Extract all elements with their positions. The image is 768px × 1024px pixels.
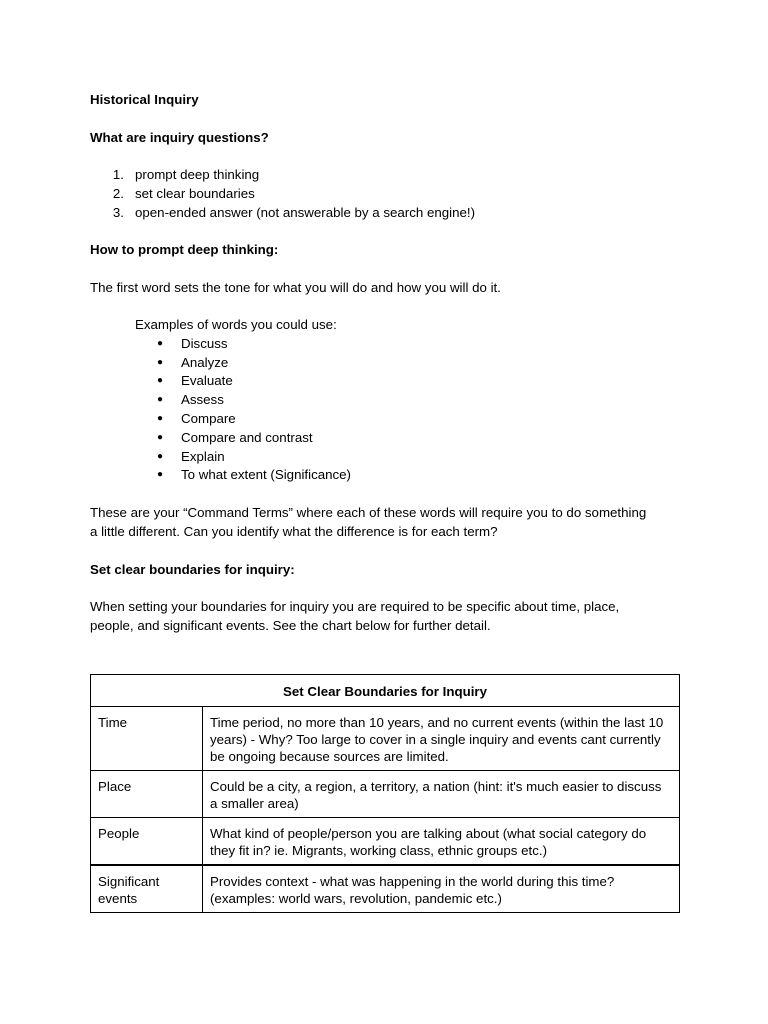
- row-description: Provides context - what was happening in the world during this time? (examples: world wars, revolution, pandemic etc.): [203, 865, 680, 913]
- list-item-text: open-ended answer (not answerable by a search engine!): [135, 205, 476, 220]
- list-item-text: Assess: [181, 392, 224, 407]
- list-item-text: Compare: [181, 411, 236, 426]
- list-item-text: set clear boundaries: [135, 186, 255, 201]
- boundaries-line-1: When setting your boundaries for inquiry you are required to be specific about time, place,: [90, 599, 620, 614]
- table-row: [91, 865, 680, 913]
- first-word-paragraph: The first word sets the tone for what you will do and how you will do it.: [90, 280, 501, 295]
- list-item-text: Explain: [181, 449, 225, 464]
- command-terms-line-1: These are your “Command Terms” where each of these words will require you to do something: [90, 505, 647, 520]
- row-label: Time: [91, 707, 203, 771]
- bullet-icon: ●: [157, 394, 164, 405]
- bullet-icon: ●: [157, 357, 164, 368]
- list-number: 1.: [112, 167, 124, 182]
- row-label: Significant events: [91, 865, 203, 913]
- table-row: [91, 771, 680, 818]
- list-number: 2.: [112, 186, 124, 201]
- list-item-text: Evaluate: [181, 373, 233, 388]
- list-item-text: Compare and contrast: [181, 430, 313, 445]
- document-title: Historical Inquiry: [90, 92, 199, 107]
- table-header: Set Clear Boundaries for Inquiry: [91, 675, 680, 707]
- bullet-icon: ●: [157, 469, 164, 480]
- row-label: Place: [91, 771, 203, 818]
- row-label: People: [91, 818, 203, 866]
- bullet-icon: ●: [157, 413, 164, 424]
- bullet-icon: ●: [157, 451, 164, 462]
- bullet-icon: ●: [157, 338, 164, 349]
- boundaries-table: [90, 674, 680, 913]
- table-header-row: [91, 675, 680, 707]
- row-description: Time period, no more than 10 years, and no current events (within the last 10 years) - Why? Too large to cover in a single inquiry and events cant currently be ongoing because sources are limited.: [203, 707, 680, 771]
- inquiry-questions-heading: What are inquiry questions?: [90, 130, 269, 145]
- command-terms-line-2: a little different. Can you identify what the difference is for each term?: [90, 524, 498, 539]
- examples-intro: Examples of words you could use:: [135, 317, 337, 332]
- row-description: What kind of people/person you are talking about (what social category do they fit in? ie. Migrants, working class, ethnic groups etc.): [203, 818, 680, 866]
- boundaries-line-2: people, and significant events. See the chart below for further detail.: [90, 618, 491, 633]
- table-row: [91, 707, 680, 771]
- boundaries-heading: Set clear boundaries for inquiry:: [90, 562, 295, 577]
- bullet-icon: ●: [157, 375, 164, 386]
- table-row: [91, 818, 680, 866]
- deep-thinking-heading: How to prompt deep thinking:: [90, 242, 279, 257]
- list-item-text: Discuss: [181, 336, 228, 351]
- list-item-text: Analyze: [181, 355, 229, 370]
- list-item-text: To what extent (Significance): [181, 467, 351, 482]
- list-item-text: prompt deep thinking: [135, 167, 260, 182]
- bullet-icon: ●: [157, 432, 164, 443]
- list-number: 3.: [112, 205, 124, 220]
- row-description: Could be a city, a region, a territory, a nation (hint: it's much easier to discuss a smaller area): [203, 771, 680, 818]
